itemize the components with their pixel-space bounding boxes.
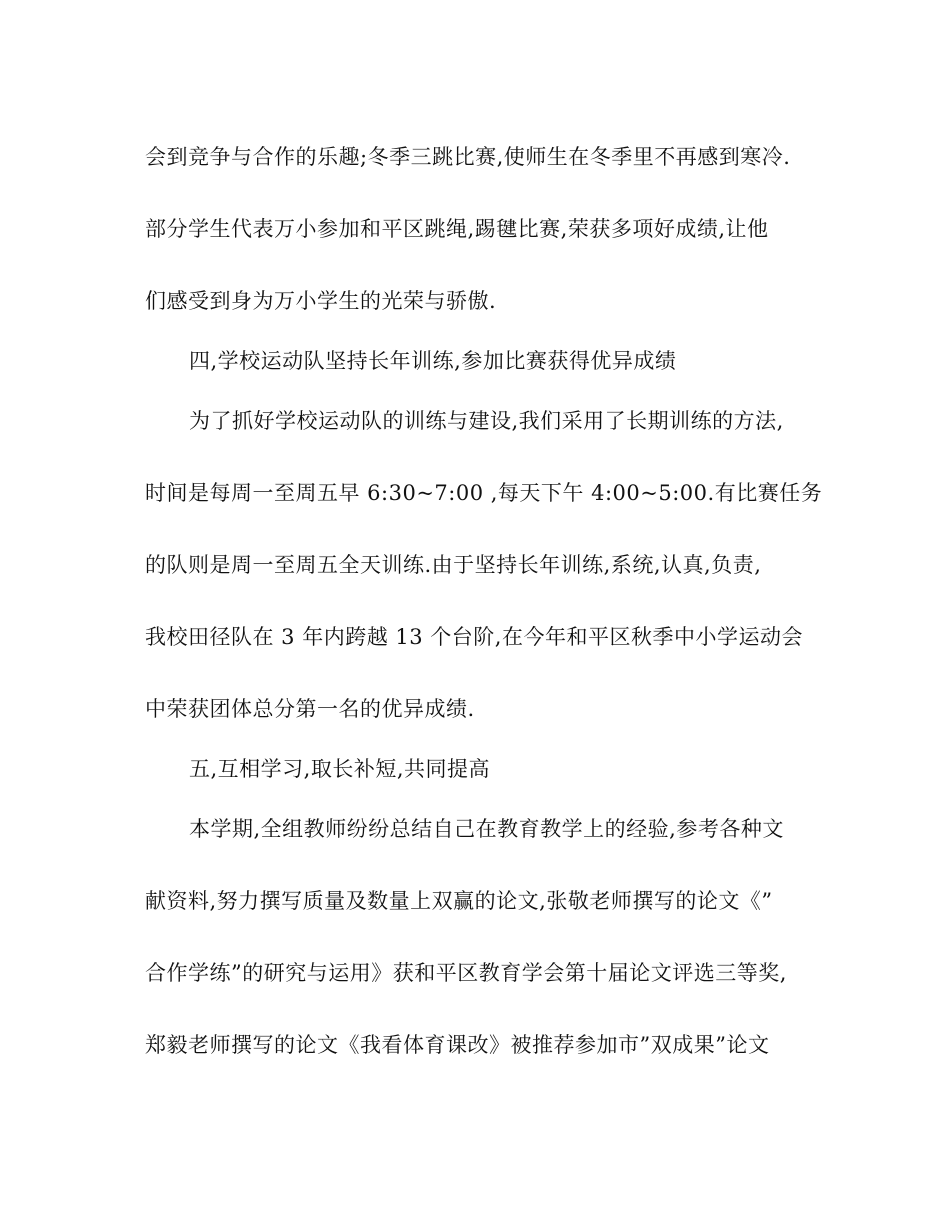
section-heading: 五,互相学习,取长补短,共同提高 [189, 757, 491, 781]
text-line: 为了抓好学校运动队的训练与建设,我们采用了长期训练的方法, [189, 409, 784, 433]
text-line: 中荣获团体总分第一名的优异成绩. [145, 697, 475, 721]
text-line: 会到竞争与合作的乐趣;冬季三跳比赛,使师生在冬季里不再感到寒冷. [145, 145, 791, 169]
section-heading: 四,学校运动队坚持长年训练,参加比赛获得优异成绩 [189, 349, 677, 373]
text-line: 本学期,全组教师纷纷总结自己在教育教学上的经验,参考各种文 [189, 817, 784, 841]
text-line: 我校田径队在 3 年内跨越 13 个台阶,在今年和平区秋季中小学运动会 [145, 625, 803, 649]
text-line: 合作学练”的研究与运用》获和平区教育学会第十届论文评选三等奖, [145, 961, 787, 985]
text-line: 时间是每周一至周五早 6:30~7:00 ,每天下午 4:00~5:00.有比赛任务 [145, 481, 823, 505]
text-line: 们感受到身为万小学生的光荣与骄傲. [145, 289, 497, 313]
text-line: 郑毅老师撰写的论文《我看体育课改》被推荐参加市”双成果”论文 [145, 1033, 770, 1057]
text-line: 部分学生代表万小参加和平区跳绳,踢毽比赛,荣获多项好成绩,让他 [145, 217, 769, 241]
text-line: 的队则是周一至周五全天训练.由于坚持长年训练,系统,认真,负责, [145, 553, 762, 577]
text-line: 献资料,努力撰写质量及数量上双赢的论文,张敬老师撰写的论文《” [145, 889, 773, 913]
